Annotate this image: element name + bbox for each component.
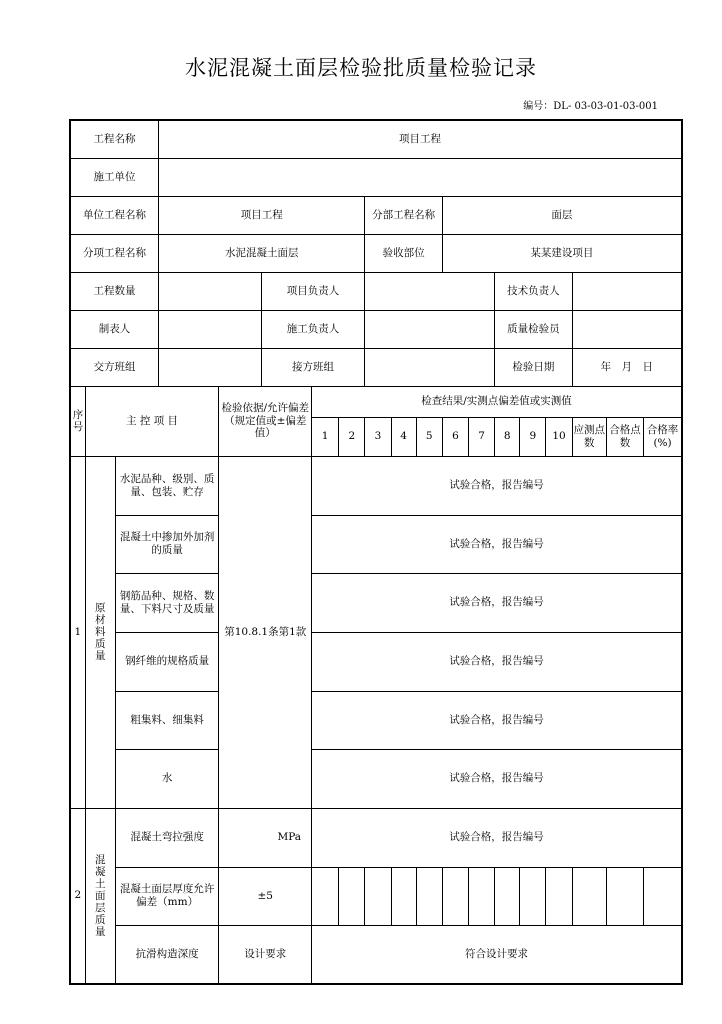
receiving-team-label: 接方班组 bbox=[261, 348, 365, 386]
point-header: 6 bbox=[442, 417, 468, 456]
point-header: 9 bbox=[520, 417, 546, 456]
construction-unit-label: 施工单位 bbox=[70, 158, 159, 196]
construction-lead-value[interactable] bbox=[365, 310, 495, 348]
group-basis: 第10.8.1条第1款 bbox=[219, 456, 312, 808]
measure-cell[interactable] bbox=[442, 867, 468, 925]
item-result: 试验合格，报告编号 bbox=[312, 456, 682, 515]
should-measure-header: 应测点数 bbox=[572, 417, 606, 456]
quality-inspector-value[interactable] bbox=[572, 310, 682, 348]
item-label: 水 bbox=[115, 749, 219, 808]
basis-header: 检验依据/允许偏差（规定值或±偏差值） bbox=[219, 386, 312, 456]
item-result: 试验合格，报告编号 bbox=[312, 691, 682, 749]
item-result: 试验合格，报告编号 bbox=[312, 573, 682, 632]
point-header: 3 bbox=[365, 417, 391, 456]
inspection-record-table bbox=[69, 119, 683, 985]
item-result: 试验合格，报告编号 bbox=[312, 749, 682, 808]
qualified-points-cell[interactable] bbox=[606, 867, 643, 925]
acceptance-part-label: 验收部位 bbox=[365, 234, 442, 272]
qualified-points-header: 合格点数 bbox=[606, 417, 643, 456]
measure-cell[interactable] bbox=[495, 867, 520, 925]
item-label: 混凝土中掺加外加剂的质量 bbox=[115, 515, 219, 573]
item-result: 试验合格，报告编号 bbox=[312, 632, 682, 691]
tech-lead-label: 技术负责人 bbox=[495, 272, 572, 310]
sub-project-label: 分部工程名称 bbox=[365, 196, 442, 234]
item-result: 符合设计要求 bbox=[312, 925, 682, 984]
group-seq: 2 bbox=[70, 808, 85, 984]
point-header: 5 bbox=[416, 417, 442, 456]
construction-unit-value[interactable] bbox=[159, 158, 682, 196]
handover-team-value[interactable] bbox=[159, 348, 262, 386]
measure-cell[interactable] bbox=[339, 867, 365, 925]
tech-lead-value[interactable] bbox=[572, 272, 682, 310]
group-seq: 1 bbox=[70, 456, 85, 808]
measure-cell[interactable] bbox=[546, 867, 572, 925]
quality-inspector-label: 质量检验员 bbox=[495, 310, 572, 348]
point-header: 2 bbox=[339, 417, 365, 456]
item-basis: ±5 bbox=[219, 867, 312, 925]
preparer-value[interactable] bbox=[159, 310, 262, 348]
preparer-label: 制表人 bbox=[70, 310, 159, 348]
measure-cell[interactable] bbox=[365, 867, 391, 925]
handover-team-label: 交方班组 bbox=[70, 348, 159, 386]
document-number: 编号：DL- 03-03-01-03-001 bbox=[523, 101, 658, 112]
construction-lead-label: 施工负责人 bbox=[261, 310, 365, 348]
unit-project-label: 单位工程名称 bbox=[70, 196, 159, 234]
sub-project-value: 面层 bbox=[442, 196, 682, 234]
page-title: 水泥混凝土面层检验批质量检验记录 bbox=[185, 56, 537, 80]
point-header: 7 bbox=[469, 417, 495, 456]
pass-rate-header: 合格率(%) bbox=[644, 417, 682, 456]
item-label: 粗集料、细集料 bbox=[115, 691, 219, 749]
unit-project-value: 项目工程 bbox=[159, 196, 365, 234]
point-header: 4 bbox=[391, 417, 416, 456]
item-label: 混凝土弯拉强度 bbox=[115, 808, 219, 867]
item-label: 钢纤维的规格质量 bbox=[115, 632, 219, 691]
quantity-label: 工程数量 bbox=[70, 272, 159, 310]
item-project-label: 分项工程名称 bbox=[70, 234, 159, 272]
should-measure-cell[interactable] bbox=[572, 867, 606, 925]
point-header: 10 bbox=[546, 417, 572, 456]
measure-cell[interactable] bbox=[520, 867, 546, 925]
receiving-team-value[interactable] bbox=[365, 348, 495, 386]
pass-rate-cell[interactable] bbox=[644, 867, 682, 925]
item-label: 混凝土面层厚度允许偏差（mm） bbox=[115, 867, 219, 925]
point-header: 1 bbox=[312, 417, 339, 456]
item-label: 钢筋品种、规格、数量、下料尺寸及质量 bbox=[115, 573, 219, 632]
group-name: 原材料质量 bbox=[85, 456, 115, 808]
measure-cell[interactable] bbox=[469, 867, 495, 925]
point-header: 8 bbox=[495, 417, 520, 456]
acceptance-part-value: 某某建设项目 bbox=[442, 234, 682, 272]
inspection-date-label: 检验日期 bbox=[495, 348, 572, 386]
group-name: 混凝土面层质量 bbox=[85, 808, 115, 984]
item-basis: MPa bbox=[219, 808, 312, 867]
item-result: 试验合格，报告编号 bbox=[312, 808, 682, 867]
item-label: 抗滑构造深度 bbox=[115, 925, 219, 984]
measure-cell[interactable] bbox=[312, 867, 339, 925]
inspection-date-value: 年 月 日 bbox=[572, 348, 682, 386]
item-basis: 设计要求 bbox=[219, 925, 312, 984]
project-name-label: 工程名称 bbox=[70, 120, 159, 158]
quantity-value[interactable] bbox=[159, 272, 262, 310]
item-result: 试验合格，报告编号 bbox=[312, 515, 682, 573]
project-name-value: 项目工程 bbox=[159, 120, 682, 158]
results-header: 检查结果/实测点偏差值或实测值 bbox=[312, 386, 682, 417]
main-items-header: 主 控 项 目 bbox=[85, 386, 219, 456]
item-project-value: 水泥混凝土面层 bbox=[159, 234, 365, 272]
seq-header: 序号 bbox=[70, 386, 85, 456]
project-lead-label: 项目负责人 bbox=[261, 272, 365, 310]
item-label: 水泥品种、级别、质量、包装、贮存 bbox=[115, 456, 219, 515]
measure-cell[interactable] bbox=[391, 867, 416, 925]
measure-cell[interactable] bbox=[416, 867, 442, 925]
project-lead-value[interactable] bbox=[365, 272, 495, 310]
